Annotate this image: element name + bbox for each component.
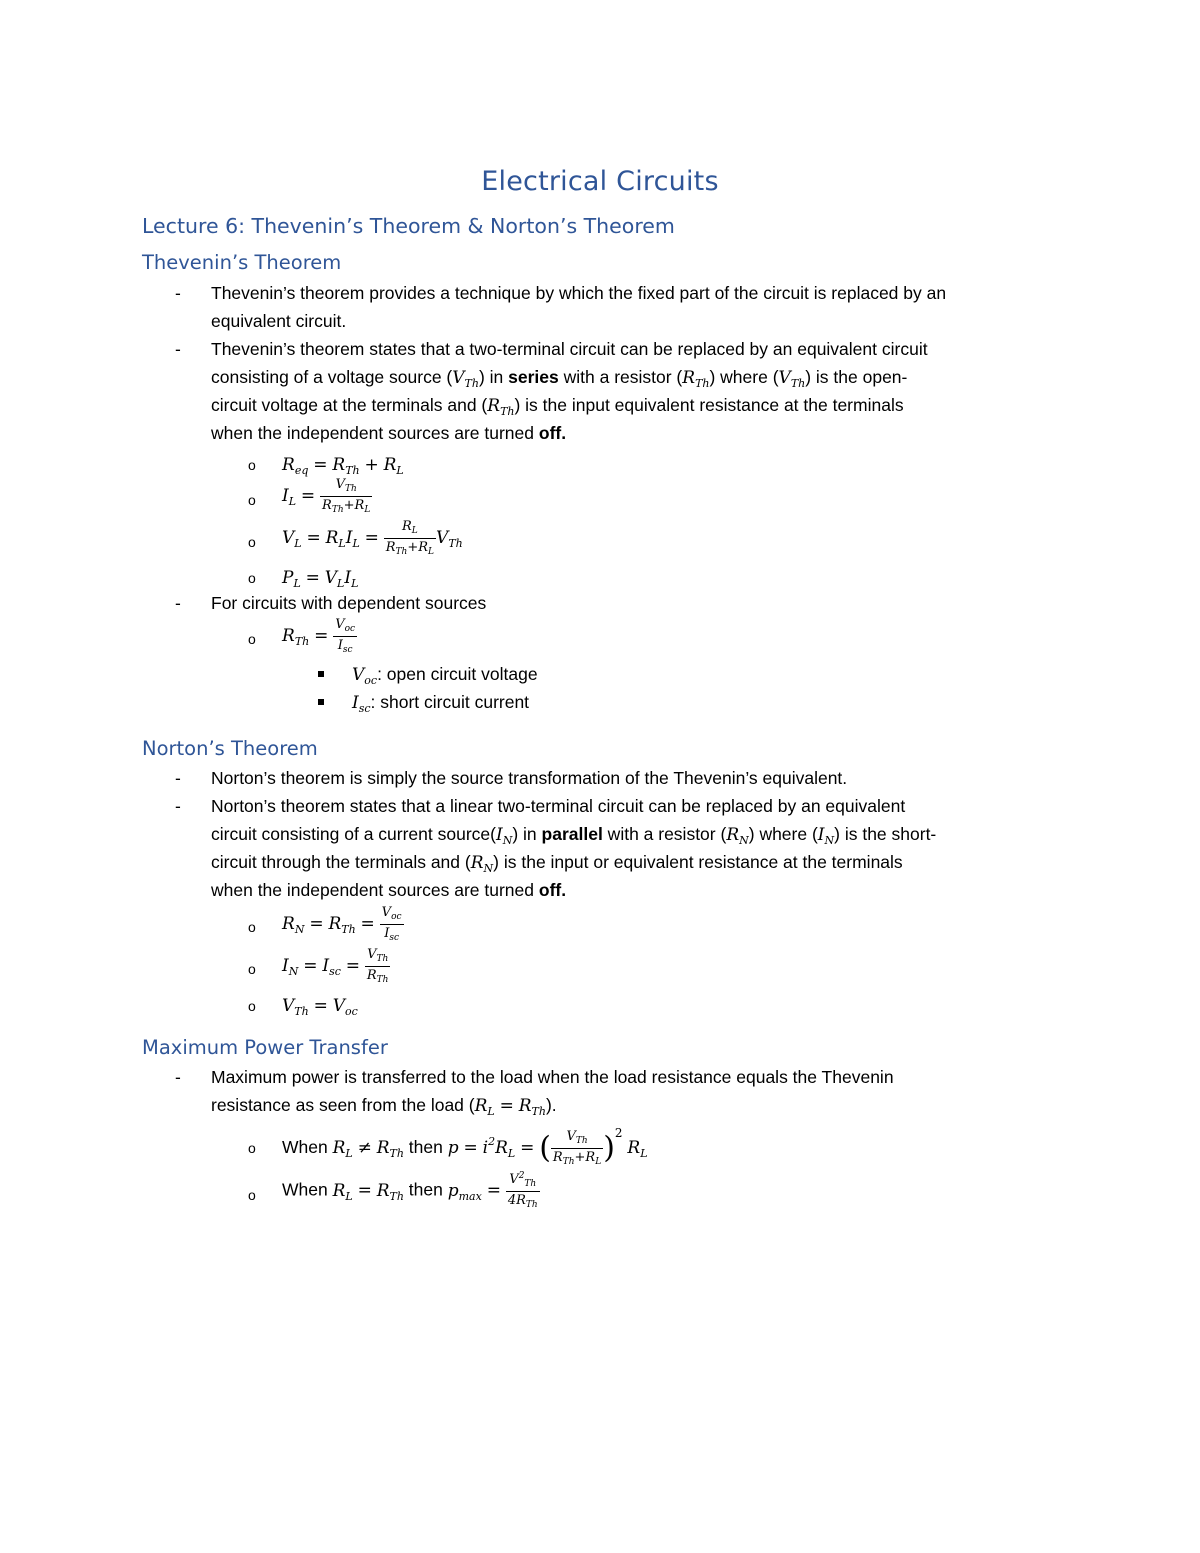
bullet-dash: - (175, 768, 181, 788)
bullet-dash: - (175, 339, 181, 359)
equation-rn: $R_N = R_{Th}$ = $\frac{V_{oc}}{I_{sc}}$ (282, 905, 402, 943)
voc-definition: $V_{oc}$: open circuit voltage (352, 664, 538, 687)
thevenin-p1-line2: equivalent circuit. (211, 311, 347, 331)
bullet-dash: - (175, 593, 181, 613)
equation-il: $I_L$ = $\frac{V_{Th}}{R_{Th}+R_L}$ (282, 477, 371, 515)
circle-bullet-icon: o (248, 457, 256, 473)
circle-bullet-icon: o (248, 631, 256, 647)
circle-bullet-icon: o (248, 919, 256, 935)
bullet-dash: - (175, 796, 181, 816)
max-power-line1: Maximum power is transferred to the load when the load resistance equals the Thevenin (211, 1067, 894, 1087)
circle-bullet-icon: o (248, 1187, 256, 1203)
equation-pl: $P_L = V_LI_L$ (282, 568, 359, 590)
document-title: Electrical Circuits (481, 166, 719, 197)
equation-vl: $V_L = R_LI_L$ = $\frac{R_L}{R_{Th}+R_L}$ $V_{Th}$ (282, 519, 463, 557)
square-bullet-icon (318, 671, 324, 677)
norton-p2-line4: when the independent sources are turned off. (211, 880, 567, 900)
norton-p2-line2: circuit consisting of a current $source(I_N)$ in parallel with a resistor $(R_N)$ where $(I_N)$ is the short- (211, 824, 937, 847)
circle-bullet-icon: o (248, 1140, 256, 1156)
equation-vth: $V_{Th} = V_{oc}$ (282, 996, 358, 1018)
norton-p2-line3: circuit through the terminals and $(R_N)$ is the input or equivalent resistance at the terminals (211, 852, 903, 875)
equation-in: $I_N = I_{sc}$ = $\frac{V_{Th}}{R_{Th}}$ (282, 947, 389, 985)
thevenin-p2-line3: circuit voltage at the terminals and $(R_{Th})$ is the input equivalent resistance at the terminals (211, 395, 904, 418)
max-power-heading: Maximum Power Transfer (142, 1036, 388, 1059)
equation-req: $R_{eq} = R_{Th} + R_L$ (282, 455, 404, 477)
circle-bullet-icon: o (248, 570, 256, 586)
bullet-dash: - (175, 283, 181, 303)
isc-definition: $I_{sc}$: short circuit current (352, 692, 530, 715)
thevenin-p2-line2: consisting of a voltage source $(V_{Th})$ in series with a resistor $(R_{Th})$ where $(V_{Th})$ is the open- (211, 367, 908, 390)
norton-p1: Norton’s theorem is simply the source transformation of the Thevenin’s equivalent. (211, 768, 848, 788)
circle-bullet-icon: o (248, 492, 256, 508)
square-bullet-icon (318, 699, 324, 705)
thevenin-p1-line1: Thevenin’s theorem provides a technique by which the fixed part of the circuit is replaced by an (211, 283, 947, 303)
equation-pmax: When $R_L = R_{Th}$ then $p_{max}$ = $\frac{V^2_{Th}}{4R_{Th}}$ (282, 1171, 538, 1210)
norton-heading: Norton’s Theorem (142, 737, 318, 760)
thevenin-p2-line1: Thevenin’s theorem states that a two-terminal circuit can be replaced by an equivalent circuit (211, 339, 928, 359)
circle-bullet-icon: o (248, 961, 256, 977)
circle-bullet-icon: o (248, 534, 256, 550)
equation-rth: $R_{Th}$ = $\frac{V_{oc}}{I_{sc}}$ (282, 617, 356, 655)
norton-p2-line1: Norton’s theorem states that a linear two-terminal circuit can be replaced by an equivalent (211, 796, 906, 816)
thevenin-p2-line4: when the independent sources are turned off. (211, 423, 567, 443)
equation-power-general: When $R_L \ne R_{Th}$ then $p = i^2R_L$ = ( $\frac{V_{Th}}{R_{Th}+R_L}$ )$^2$ $R_L$ (282, 1126, 648, 1167)
lecture-heading: Lecture 6: Thevenin’s Theorem & Norton’s Theorem (142, 214, 675, 238)
dependent-sources-line: For circuits with dependent sources (211, 593, 487, 613)
bullet-dash: - (175, 1067, 181, 1087)
max-power-line2: resistance as seen from the load $(R_L = R_{Th})$. (211, 1095, 557, 1118)
thevenin-heading: Thevenin’s Theorem (142, 251, 342, 274)
circle-bullet-icon: o (248, 998, 256, 1014)
